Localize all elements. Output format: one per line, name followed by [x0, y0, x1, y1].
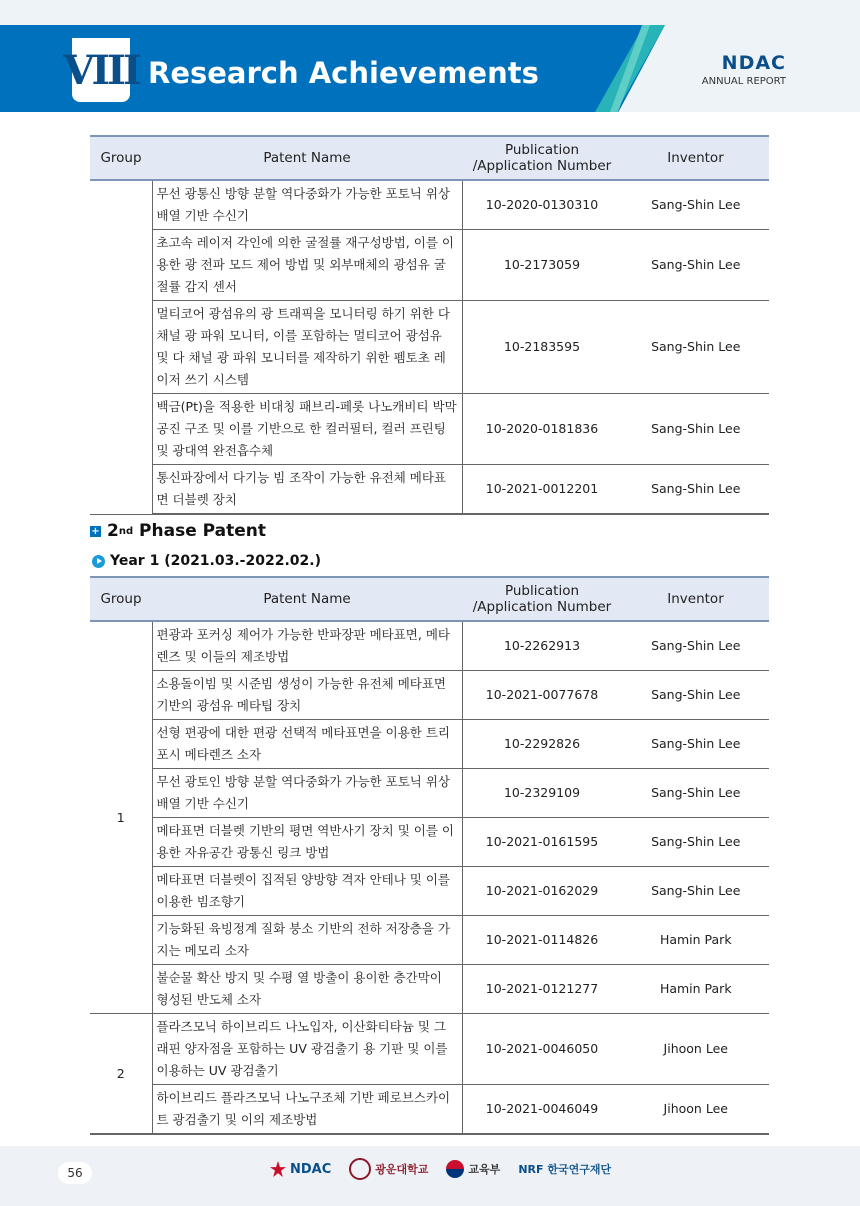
section-heading — [90, 521, 266, 541]
table-row — [90, 916, 769, 965]
patent-name: 무선 광통신 방향 분할 역다중화가 가능한 포토닉 위상배열 기반 수신기 — [152, 180, 462, 230]
inventor: Sang-Shin Lee — [622, 301, 769, 394]
star-icon — [270, 1161, 286, 1177]
patent-number: 10-2020-0130310 — [462, 180, 622, 230]
patent-number: 10-2021-0046050 — [462, 1014, 622, 1085]
group-cell — [90, 180, 152, 514]
inventor: Sang-Shin Lee — [622, 394, 769, 465]
section-title: Phase Patent — [133, 521, 267, 541]
inventor: Sang-Shin Lee — [622, 720, 769, 769]
col-group: Group — [90, 577, 152, 621]
inventor: Jihoon Lee — [622, 1014, 769, 1085]
inventor: Sang-Shin Lee — [622, 769, 769, 818]
table-row — [90, 720, 769, 769]
table-row — [90, 769, 769, 818]
table-row — [90, 301, 769, 394]
table-row — [90, 671, 769, 720]
chapter-number: VIII — [72, 38, 130, 102]
col-group: Group — [90, 136, 152, 180]
patent-name: 하이브리드 플라즈모닉 나노구조체 기반 페로브스카이트 광검출기 및 이의 제조방법 — [152, 1085, 462, 1135]
year-label: Year 1 (2021.03.-2022.02.) — [110, 553, 321, 569]
brand-subtitle: ANNUAL REPORT — [701, 76, 786, 87]
patent-name: 소용돌이빔 및 시준빔 생성이 가능한 유전체 메타표면 기반의 광섬유 메타팁 장치 — [152, 671, 462, 720]
inventor: Sang-Shin Lee — [622, 621, 769, 671]
table-row — [90, 867, 769, 916]
section-ordinal: 2 — [107, 521, 119, 541]
taegeuk-icon — [446, 1160, 464, 1178]
patent-name: 무선 광토인 방향 분할 역다중화가 가능한 포토닉 위상배열 기반 수신기 — [152, 769, 462, 818]
section-ordinal-suffix: nd — [118, 525, 134, 537]
inventor: Jihoon Lee — [622, 1085, 769, 1135]
page-title: Research Achievements — [148, 56, 539, 90]
patent-number: 10-2183595 — [462, 301, 622, 394]
patent-number: 10-2329109 — [462, 769, 622, 818]
patent-name: 멀티코어 광섬유의 광 트래픽을 모니터링 하기 위한 다 채널 광 파워 모니터, 이를 포함하는 멀티코어 광섬유 및 다 채널 광 파워 모니터를 제작하기 위한 펨토초 레이저 쓰기 시스템 — [152, 301, 462, 394]
patent-number: 10-2021-0046049 — [462, 1085, 622, 1135]
patent-number: 10-2021-0162029 — [462, 867, 622, 916]
year-heading — [92, 553, 321, 569]
plus-icon: + — [91, 525, 100, 537]
group-cell: 2 — [90, 1014, 152, 1135]
patent-number: 10-2020-0181836 — [462, 394, 622, 465]
patent-name: 메타표면 더블렛 기반의 평면 역반사기 장치 및 이를 이용한 자유공간 광통신 링크 방법 — [152, 818, 462, 867]
table-row — [90, 180, 769, 230]
table-row — [90, 1014, 769, 1085]
table-row — [90, 394, 769, 465]
inventor: Hamin Park — [622, 965, 769, 1014]
group-cell: 1 — [90, 621, 152, 1014]
table-row — [90, 465, 769, 515]
table-row — [90, 1085, 769, 1135]
moe-logo: 교육부 — [446, 1160, 500, 1178]
patent-number: 10-2021-0077678 — [462, 671, 622, 720]
page-number: 56 — [58, 1162, 92, 1184]
patent-name: 백금(Pt)을 적용한 비대칭 패브리-페롯 나노캐비티 박막 공진 구조 및 이를 기반으로 한 컬러필터, 컬러 프린팅 및 광대역 완전흡수체 — [152, 394, 462, 465]
table-row — [90, 818, 769, 867]
brand-logo: NDAC — [721, 52, 786, 74]
kwangwoon-logo: 광운대학교 — [349, 1158, 428, 1180]
inventor: Sang-Shin Lee — [622, 465, 769, 515]
table-row — [90, 965, 769, 1014]
patent-number: 10-2173059 — [462, 230, 622, 301]
patent-number: 10-2021-0114826 — [462, 916, 622, 965]
inventor: Sang-Shin Lee — [622, 867, 769, 916]
patent-name: 선형 편광에 대한 편광 선택적 메타표면을 이용한 트리포시 메타렌즈 소자 — [152, 720, 462, 769]
footer-logos — [270, 1158, 611, 1180]
col-inventor: Inventor — [622, 136, 769, 180]
col-publication: Publication /Application Number — [462, 136, 622, 180]
col-patent-name: Patent Name — [152, 136, 462, 180]
table-row — [90, 230, 769, 301]
col-inventor: Inventor — [622, 577, 769, 621]
inventor: Sang-Shin Lee — [622, 671, 769, 720]
patent-number: 10-2021-0012201 — [462, 465, 622, 515]
table-header-row — [90, 136, 769, 180]
ndac-logo: NDAC — [270, 1161, 331, 1177]
table-header-row — [90, 577, 769, 621]
patent-name: 초고속 레이저 각인에 의한 굴절률 재구성방법, 이를 이용한 광 전파 모드 제어 방법 및 외부매체의 광섬유 굴절률 감지 센서 — [152, 230, 462, 301]
inventor: Sang-Shin Lee — [622, 818, 769, 867]
inventor: Hamin Park — [622, 916, 769, 965]
patent-name: 편광과 포커싱 제어가 가능한 반파장판 메타표면, 메타렌즈 및 이들의 제조방법 — [152, 621, 462, 671]
seal-icon — [349, 1158, 371, 1180]
nrf-logo: NRF 한국연구재단 — [518, 1163, 612, 1176]
patent-number: 10-2021-0161595 — [462, 818, 622, 867]
patent-number: 10-2262913 — [462, 621, 622, 671]
patent-name: 플라즈모닉 하이브리드 나노입자, 이산화티타늄 및 그래핀 양자점을 포함하는 UV 광검출기 용 기판 및 이를 이용하는 UV 광검출기 — [152, 1014, 462, 1085]
patent-name: 메타표면 더블렛이 집적된 양방향 격자 안테나 및 이를 이용한 빔조향기 — [152, 867, 462, 916]
play-circle-icon — [92, 555, 105, 568]
patent-name: 기능화된 육빙정계 질화 붕소 기반의 전하 저장층을 가지는 메모리 소자 — [152, 916, 462, 965]
patent-table-2 — [90, 576, 769, 1135]
patent-name: 불순물 확산 방지 및 수평 열 방출이 용이한 층간막이 형성된 반도체 소자 — [152, 965, 462, 1014]
patent-name: 통신파장에서 다기능 빔 조작이 가능한 유전체 메타표면 더블렛 장치 — [152, 465, 462, 515]
table-row — [90, 621, 769, 671]
patent-number: 10-2292826 — [462, 720, 622, 769]
patent-number: 10-2021-0121277 — [462, 965, 622, 1014]
inventor: Sang-Shin Lee — [622, 180, 769, 230]
col-patent-name: Patent Name — [152, 577, 462, 621]
inventor: Sang-Shin Lee — [622, 230, 769, 301]
patent-table-1 — [90, 135, 769, 515]
col-publication: Publication /Application Number — [462, 577, 622, 621]
